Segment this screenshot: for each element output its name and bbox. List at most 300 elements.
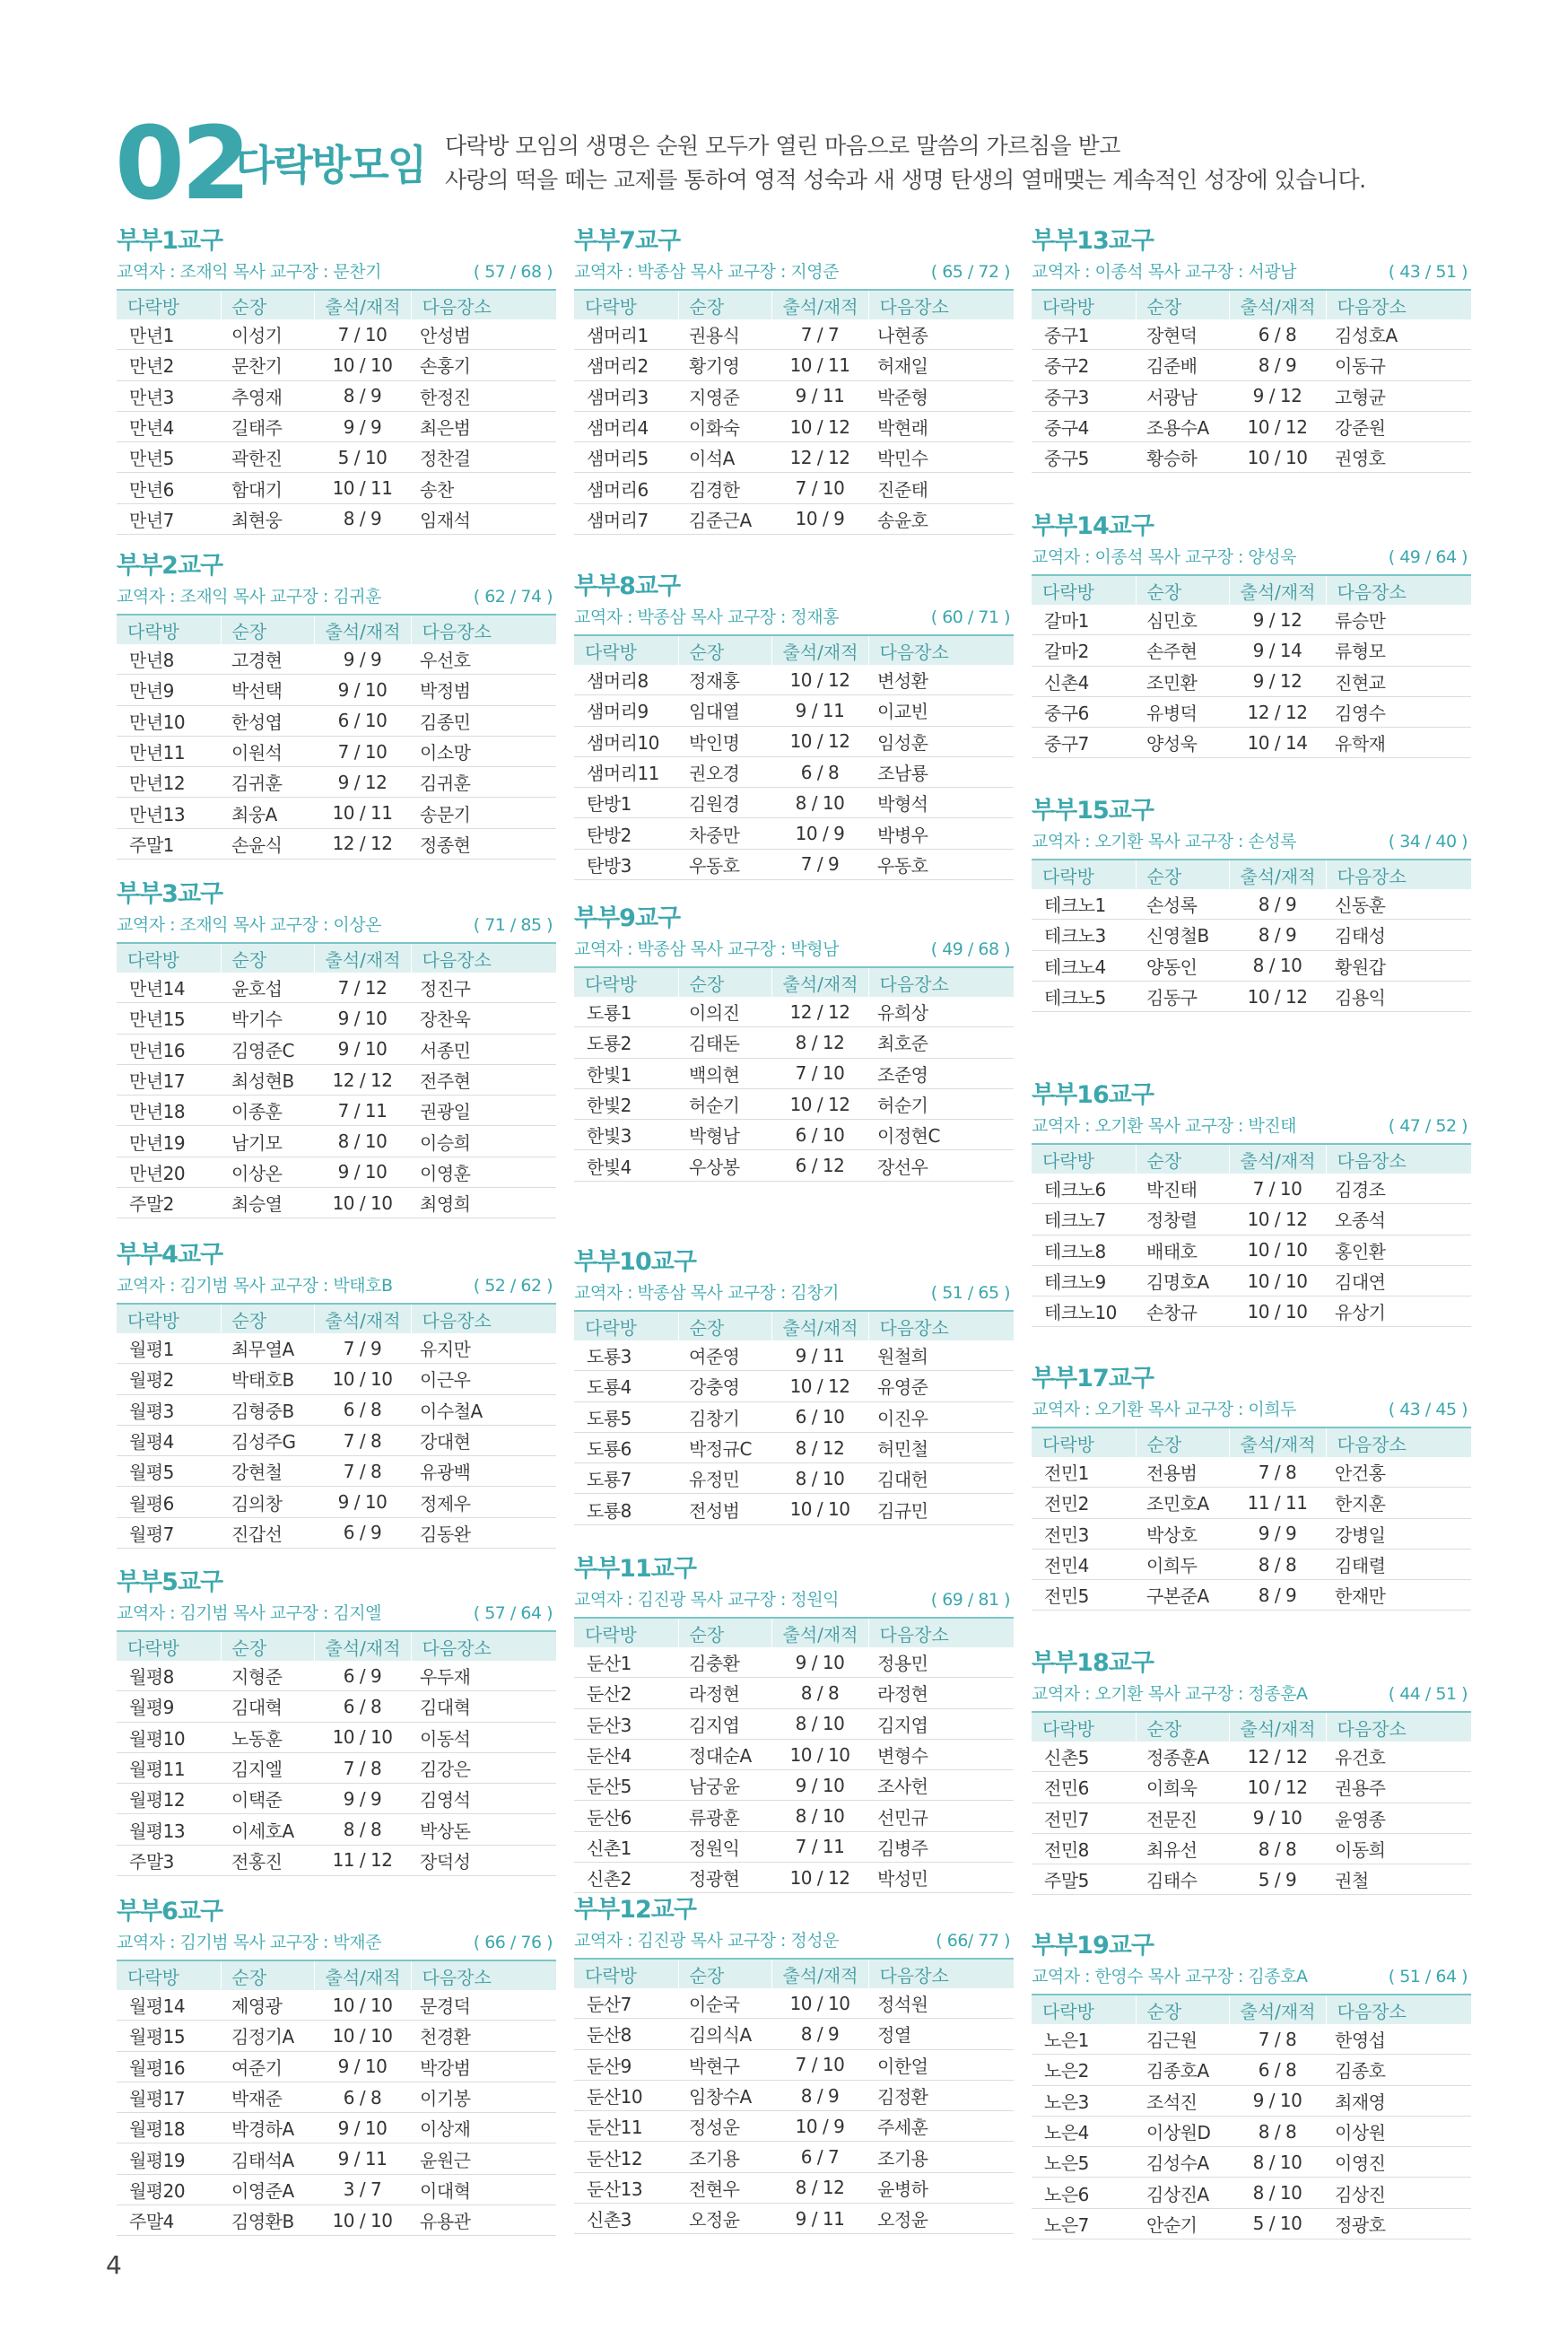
header-leader: 순장	[221, 1304, 314, 1333]
cell-leader: 황기영	[678, 350, 771, 380]
table-row	[574, 726, 1014, 756]
header-next-place: 다음장소	[1326, 860, 1471, 889]
district-info	[117, 1600, 556, 1627]
table-header-row	[1032, 1144, 1471, 1174]
table-row	[1032, 1742, 1471, 1772]
header-darakbang: 다락방	[1032, 290, 1136, 319]
cell-attendance: 8 / 12	[771, 2172, 868, 2203]
header-attendance: 출석/재적	[771, 1959, 868, 1988]
cell-darakbang: 도룡4	[574, 1371, 678, 1401]
cell-leader: 이상온	[221, 1157, 314, 1187]
cell-leader: 이원석	[221, 736, 314, 766]
cell-darakbang: 월평5	[117, 1456, 221, 1487]
table-row	[117, 1157, 556, 1187]
cell-darakbang: 만년5	[117, 442, 221, 473]
district-staff: 교역자 : 김기범 목사 교구장 : 김지엘	[117, 1603, 381, 1623]
cell-next-place: 김성호A	[1326, 319, 1471, 350]
table-row	[574, 695, 1014, 726]
cell-next-place: 한지훈	[1326, 1488, 1471, 1518]
table-header-row	[117, 1960, 556, 1990]
cell-darakbang: 월평13	[117, 1814, 221, 1845]
cell-attendance: 6 / 12	[771, 1150, 868, 1181]
cell-darakbang: 중구3	[1032, 380, 1136, 411]
table-row	[1032, 1235, 1471, 1265]
cell-next-place: 유건호	[1326, 1742, 1471, 1772]
cell-next-place: 김영수	[1326, 696, 1471, 727]
district-group	[117, 877, 556, 1218]
cell-attendance: 6 / 10	[771, 1401, 868, 1432]
cell-next-place: 박현래	[868, 411, 1014, 441]
header-leader: 순장	[221, 943, 314, 973]
district-info	[1032, 544, 1471, 571]
cell-attendance: 8 / 12	[771, 1432, 868, 1462]
cell-next-place: 황원갑	[1326, 950, 1471, 981]
district-group	[117, 549, 556, 860]
cell-leader: 손성록	[1136, 889, 1229, 920]
attendance-total: ( 51 / 65 )	[930, 1283, 1010, 1303]
cell-attendance: 9 / 10	[314, 1487, 411, 1517]
table-row	[117, 705, 556, 736]
cell-attendance: 7 / 8	[314, 1425, 411, 1455]
header-attendance: 출석/재적	[314, 943, 411, 973]
table-row	[1032, 666, 1471, 696]
cell-darakbang: 신촌3	[574, 2204, 678, 2234]
cell-darakbang: 테크노1	[1032, 889, 1136, 920]
cell-darakbang: 노은6	[1032, 2178, 1136, 2208]
cell-darakbang: 샘머리10	[574, 726, 678, 756]
cell-leader: 신영철B	[1136, 920, 1229, 950]
description-line-2: 사랑의 떡을 떼는 교제를 통하여 영적 성숙과 새 생명 탄생의 열매맺는 계속적인 성장에 있습니다.	[445, 167, 1366, 193]
cell-leader: 조용수A	[1136, 411, 1229, 441]
header-darakbang: 다락방	[1032, 1712, 1136, 1742]
header-leader: 순장	[678, 1311, 771, 1340]
cell-attendance: 10 / 12	[771, 1371, 868, 1401]
cell-next-place: 우동호	[868, 849, 1014, 879]
cell-darakbang: 전민5	[1032, 1580, 1136, 1611]
table-row	[1032, 1864, 1471, 1895]
district-group	[1032, 794, 1471, 1012]
district-title: 부부5교구	[117, 1568, 223, 1596]
cell-attendance: 9 / 10	[314, 1157, 411, 1187]
cell-darakbang: 월평9	[117, 1691, 221, 1722]
table-row	[574, 1027, 1014, 1058]
district-title: 부부7교구	[574, 227, 681, 255]
cell-next-place: 김종호	[1326, 2055, 1471, 2085]
cell-attendance: 10 / 10	[1229, 1265, 1326, 1296]
cell-attendance: 6 / 8	[1229, 319, 1326, 350]
table-row	[574, 411, 1014, 441]
cell-leader: 곽한진	[221, 442, 314, 473]
cell-darakbang: 월평6	[117, 1487, 221, 1517]
cell-next-place: 권영호	[1326, 442, 1471, 473]
cell-attendance: 7 / 10	[314, 319, 411, 350]
cell-next-place: 한영섭	[1326, 2024, 1471, 2055]
header-darakbang: 다락방	[574, 290, 678, 319]
cell-next-place: 권용주	[1326, 1772, 1471, 1803]
cell-attendance: 10 / 12	[1229, 1204, 1326, 1235]
header-attendance: 출석/재적	[1229, 290, 1326, 319]
cell-darakbang: 월평3	[117, 1394, 221, 1425]
cell-leader: 양동인	[1136, 950, 1229, 981]
district-staff: 교역자 : 박종삼 목사 교구장 : 정재홍	[574, 607, 839, 627]
cell-attendance: 8 / 8	[1229, 1833, 1326, 1864]
cell-next-place: 송윤호	[868, 503, 1014, 534]
cell-leader: 최무열A	[221, 1333, 314, 1364]
cell-leader: 우동호	[678, 849, 771, 879]
cell-leader: 한성엽	[221, 705, 314, 736]
cell-darakbang: 월평17	[117, 2082, 221, 2112]
cell-attendance: 8 / 10	[1229, 2178, 1326, 2208]
table-row	[574, 788, 1014, 818]
cell-leader: 박진태	[1136, 1174, 1229, 1204]
header-next-place: 다음장소	[1326, 1144, 1471, 1174]
table-row	[117, 503, 556, 534]
cell-darakbang: 노은5	[1032, 2147, 1136, 2178]
table-row	[574, 1988, 1014, 2019]
table-row	[574, 1371, 1014, 1401]
cell-attendance: 10 / 11	[771, 350, 868, 380]
cell-attendance: 7 / 8	[314, 1752, 411, 1783]
district-staff: 교역자 : 김기범 목사 교구장 : 박태호B	[117, 1276, 393, 1296]
table-row	[117, 828, 556, 859]
district-table	[1032, 859, 1471, 1012]
table-row	[117, 2174, 556, 2204]
cell-next-place: 이진우	[868, 1401, 1014, 1432]
header-next-place: 다음장소	[868, 635, 1014, 665]
district-table	[1032, 1994, 1471, 2239]
cell-leader: 류광훈	[678, 1801, 771, 1831]
table-row	[117, 1364, 556, 1394]
table-row	[117, 1126, 556, 1157]
district-title: 부부16교구	[1032, 1081, 1154, 1109]
cell-darakbang: 만년2	[117, 350, 221, 380]
table-header-row	[1032, 575, 1471, 605]
district-staff: 교역자 : 오기환 목사 교구장 : 이희두	[1032, 1400, 1296, 1419]
cell-leader: 최유선	[1136, 1833, 1229, 1864]
district-title: 부부10교구	[574, 1248, 696, 1276]
cell-attendance: 6 / 8	[1229, 2055, 1326, 2085]
cell-attendance: 6 / 8	[314, 2082, 411, 2112]
attendance-total: ( 43 / 45 )	[1388, 1400, 1468, 1419]
cell-attendance: 7 / 12	[314, 973, 411, 1003]
cell-leader: 김준근A	[678, 503, 771, 534]
cell-leader: 권용식	[678, 319, 771, 350]
cell-darakbang: 만년3	[117, 380, 221, 411]
cell-next-place: 오정윤	[868, 2204, 1014, 2234]
table-row	[117, 350, 556, 380]
district-title: 부부12교구	[574, 1896, 696, 1924]
cell-leader: 라정현	[678, 1678, 771, 1708]
cell-attendance: 8 / 9	[1229, 350, 1326, 380]
cell-attendance: 9 / 9	[314, 1784, 411, 1814]
cell-leader: 강현철	[221, 1456, 314, 1487]
cell-next-place: 이대혁	[411, 2174, 556, 2204]
cell-darakbang: 도룡2	[574, 1027, 678, 1058]
cell-darakbang: 주말3	[117, 1845, 221, 1875]
cell-attendance: 10 / 11	[314, 473, 411, 503]
cell-next-place: 김대혁	[411, 1691, 556, 1722]
cell-next-place: 최재영	[1326, 2085, 1471, 2116]
cell-attendance: 8 / 8	[1229, 2116, 1326, 2146]
district-table	[574, 966, 1014, 1182]
cell-attendance: 8 / 9	[771, 2019, 868, 2049]
cell-leader: 김성주G	[221, 1425, 314, 1455]
cell-darakbang: 둔산11	[574, 2111, 678, 2142]
table-row	[1032, 696, 1471, 727]
cell-darakbang: 도룡7	[574, 1463, 678, 1494]
attendance-total: ( 71 / 85 )	[473, 915, 553, 935]
cell-attendance: 6 / 10	[314, 705, 411, 736]
cell-next-place: 김종민	[411, 705, 556, 736]
cell-next-place: 권광일	[411, 1096, 556, 1126]
cell-attendance: 12 / 12	[771, 997, 868, 1027]
cell-attendance: 9 / 12	[314, 767, 411, 798]
table-header-row	[117, 615, 556, 644]
cell-darakbang: 탄방3	[574, 849, 678, 879]
cell-next-place: 김경조	[1326, 1174, 1471, 1204]
table-row	[117, 2205, 556, 2236]
cell-next-place: 김규민	[868, 1494, 1014, 1524]
header-leader: 순장	[1136, 1144, 1229, 1174]
cell-next-place: 우선호	[411, 644, 556, 675]
cell-next-place: 조준영	[868, 1058, 1014, 1088]
header-darakbang: 다락방	[1032, 1995, 1136, 2024]
cell-next-place: 고형균	[1326, 380, 1471, 411]
cell-leader: 여준영	[678, 1340, 771, 1371]
cell-leader: 오정윤	[678, 2204, 771, 2234]
district-table	[117, 614, 556, 860]
cell-leader: 윤호섭	[221, 973, 314, 1003]
cell-next-place: 허순기	[868, 1088, 1014, 1119]
table-row	[117, 2143, 556, 2174]
cell-next-place: 송문기	[411, 798, 556, 828]
cell-leader: 정대순A	[678, 1739, 771, 1769]
cell-leader: 박상호	[1136, 1518, 1229, 1549]
cell-attendance: 9 / 11	[771, 380, 868, 411]
cell-next-place: 안성범	[411, 319, 556, 350]
cell-darakbang: 주말5	[1032, 1864, 1136, 1895]
cell-leader: 김대혁	[221, 1691, 314, 1722]
cell-attendance: 6 / 7	[771, 2142, 868, 2172]
cell-attendance: 8 / 9	[1229, 889, 1326, 920]
cell-next-place: 최호준	[868, 1027, 1014, 1058]
table-row	[1032, 1457, 1471, 1488]
cell-next-place: 김동완	[411, 1517, 556, 1548]
header-next-place: 다음장소	[411, 1631, 556, 1661]
cell-attendance: 8 / 8	[314, 1814, 411, 1845]
cell-leader: 전문진	[1136, 1803, 1229, 1833]
table-header-row	[574, 967, 1014, 997]
table-row	[117, 736, 556, 766]
cell-darakbang: 샘머리4	[574, 411, 678, 441]
district-table	[574, 634, 1014, 880]
cell-leader: 조기용	[678, 2142, 771, 2172]
cell-next-place: 전주현	[411, 1064, 556, 1095]
district-title: 부부17교구	[1032, 1365, 1154, 1392]
cell-next-place: 이동석	[411, 1722, 556, 1752]
cell-attendance: 9 / 10	[314, 675, 411, 705]
cell-darakbang: 만년11	[117, 736, 221, 766]
header-next-place: 다음장소	[411, 615, 556, 644]
cell-attendance: 8 / 8	[1229, 1549, 1326, 1579]
cell-attendance: 9 / 10	[314, 1034, 411, 1064]
cell-darakbang: 전민4	[1032, 1549, 1136, 1579]
cell-leader: 안순기	[1136, 2208, 1229, 2239]
table-row	[1032, 1518, 1471, 1549]
table-row	[1032, 920, 1471, 950]
header-leader: 순장	[1136, 1427, 1229, 1457]
cell-darakbang: 샘머리5	[574, 442, 678, 473]
cell-leader: 최현웅	[221, 503, 314, 534]
district-staff: 교역자 : 오기환 목사 교구장 : 박진태	[1032, 1116, 1296, 1136]
cell-next-place: 정찬걸	[411, 442, 556, 473]
cell-leader: 노동훈	[221, 1722, 314, 1752]
table-row	[574, 1432, 1014, 1462]
table-row	[574, 2204, 1014, 2234]
cell-darakbang: 중구6	[1032, 696, 1136, 727]
district-table	[574, 1310, 1014, 1525]
attendance-total: ( 52 / 62 )	[473, 1276, 553, 1296]
cell-attendance: 10 / 12	[771, 726, 868, 756]
cell-leader: 이석A	[678, 442, 771, 473]
cell-next-place: 김영석	[411, 1784, 556, 1814]
cell-leader: 남궁윤	[678, 1770, 771, 1801]
table-row	[1032, 950, 1471, 981]
district-group	[574, 1552, 1014, 1893]
cell-leader: 김원경	[678, 788, 771, 818]
table-row	[574, 1647, 1014, 1678]
cell-next-place: 임성훈	[868, 726, 1014, 756]
cell-next-place: 유상기	[1326, 1296, 1471, 1327]
cell-next-place: 박준형	[868, 380, 1014, 411]
table-row	[1032, 2024, 1471, 2055]
section-number: 02	[115, 106, 248, 223]
table-row	[117, 1752, 556, 1783]
table-row	[574, 1770, 1014, 1801]
cell-next-place: 박강범	[411, 2051, 556, 2082]
district-table	[574, 289, 1014, 535]
cell-darakbang: 만년19	[117, 1126, 221, 1157]
cell-attendance: 3 / 7	[314, 2174, 411, 2204]
table-row	[117, 1333, 556, 1364]
attendance-total: ( 43 / 51 )	[1388, 262, 1468, 282]
header-next-place: 다음장소	[411, 290, 556, 319]
cell-darakbang: 만년10	[117, 705, 221, 736]
cell-leader: 손창규	[1136, 1296, 1229, 1327]
header-next-place: 다음장소	[411, 1304, 556, 1333]
cell-leader: 정종훈A	[1136, 1742, 1229, 1772]
cell-next-place: 김병주	[868, 1831, 1014, 1862]
cell-next-place: 이동규	[1326, 350, 1471, 380]
cell-next-place: 이소망	[411, 736, 556, 766]
cell-attendance: 8 / 10	[771, 788, 868, 818]
cell-attendance: 10 / 14	[1229, 728, 1326, 758]
cell-attendance: 8 / 9	[314, 503, 411, 534]
cell-leader: 최승열	[221, 1188, 314, 1218]
header-attendance: 출석/재적	[1229, 1427, 1326, 1457]
page-number: 4	[106, 2250, 122, 2280]
cell-darakbang: 둔산6	[574, 1801, 678, 1831]
district-staff: 교역자 : 조재익 목사 교구장 : 김귀훈	[117, 587, 381, 607]
header-attendance: 출석/재적	[771, 635, 868, 665]
cell-leader: 이희두	[1136, 1549, 1229, 1579]
table-row	[117, 319, 556, 350]
attendance-total: ( 44 / 51 )	[1388, 1684, 1468, 1704]
cell-next-place: 김태성	[1326, 920, 1471, 950]
district-staff: 교역자 : 김진광 목사 교구장 : 정성운	[574, 1931, 839, 1951]
table-row	[574, 1801, 1014, 1831]
cell-attendance: 7 / 11	[771, 1831, 868, 1862]
cell-leader: 양성욱	[1136, 728, 1229, 758]
cell-leader: 추영재	[221, 380, 314, 411]
header-next-place: 다음장소	[1326, 1712, 1471, 1742]
district-group	[574, 1893, 1014, 2234]
header-next-place: 다음장소	[868, 290, 1014, 319]
cell-leader: 김경한	[678, 473, 771, 503]
district-table	[1032, 289, 1471, 473]
cell-next-place: 강준원	[1326, 411, 1471, 441]
cell-leader: 서광남	[1136, 380, 1229, 411]
table-row	[574, 1739, 1014, 1769]
cell-darakbang: 주말1	[117, 828, 221, 859]
cell-leader: 김종호A	[1136, 2055, 1229, 2085]
cell-leader: 지형준	[221, 1661, 314, 1691]
header-leader: 순장	[1136, 575, 1229, 605]
cell-next-place: 박민수	[868, 442, 1014, 473]
table-row	[117, 1517, 556, 1548]
cell-attendance: 10 / 12	[771, 665, 868, 695]
cell-leader: 백의현	[678, 1058, 771, 1088]
cell-darakbang: 월평20	[117, 2174, 221, 2204]
table-row	[1032, 2116, 1471, 2146]
cell-leader: 진갑선	[221, 1517, 314, 1548]
district-title: 부부6교구	[117, 1898, 223, 1925]
cell-darakbang: 월평18	[117, 2113, 221, 2143]
cell-leader: 박태호B	[221, 1364, 314, 1394]
table-row	[117, 1487, 556, 1517]
table-header-row	[574, 1959, 1014, 1988]
header-darakbang: 다락방	[117, 943, 221, 973]
cell-next-place: 우두재	[411, 1661, 556, 1691]
cell-attendance: 7 / 10	[771, 473, 868, 503]
table-row	[117, 1188, 556, 1218]
cell-darakbang: 월평12	[117, 1784, 221, 1814]
district-staff: 교역자 : 김기범 목사 교구장 : 박재준	[117, 1933, 381, 1952]
header-leader: 순장	[678, 1618, 771, 1647]
header-next-place: 다음장소	[868, 1311, 1014, 1340]
cell-attendance: 10 / 10	[1229, 1296, 1326, 1327]
cell-attendance: 9 / 10	[314, 1003, 411, 1034]
cell-darakbang: 샘머리8	[574, 665, 678, 695]
cell-darakbang: 테크노3	[1032, 920, 1136, 950]
district-group	[1032, 1646, 1471, 1895]
header-next-place: 다음장소	[868, 1959, 1014, 1988]
table-row	[574, 503, 1014, 534]
table-row	[574, 1831, 1014, 1862]
table-row	[1032, 889, 1471, 920]
table-row	[117, 1003, 556, 1034]
cell-attendance: 5 / 10	[1229, 2208, 1326, 2239]
cell-next-place: 류형모	[1326, 635, 1471, 666]
cell-darakbang: 테크노5	[1032, 981, 1136, 1011]
table-row	[117, 675, 556, 705]
cell-leader: 박인명	[678, 726, 771, 756]
cell-leader: 강충영	[678, 1371, 771, 1401]
cell-attendance: 7 / 9	[314, 1333, 411, 1364]
table-row	[1032, 2055, 1471, 2085]
cell-darakbang: 갈마2	[1032, 635, 1136, 666]
district-staff: 교역자 : 조재익 목사 교구장 : 이상온	[117, 915, 381, 935]
